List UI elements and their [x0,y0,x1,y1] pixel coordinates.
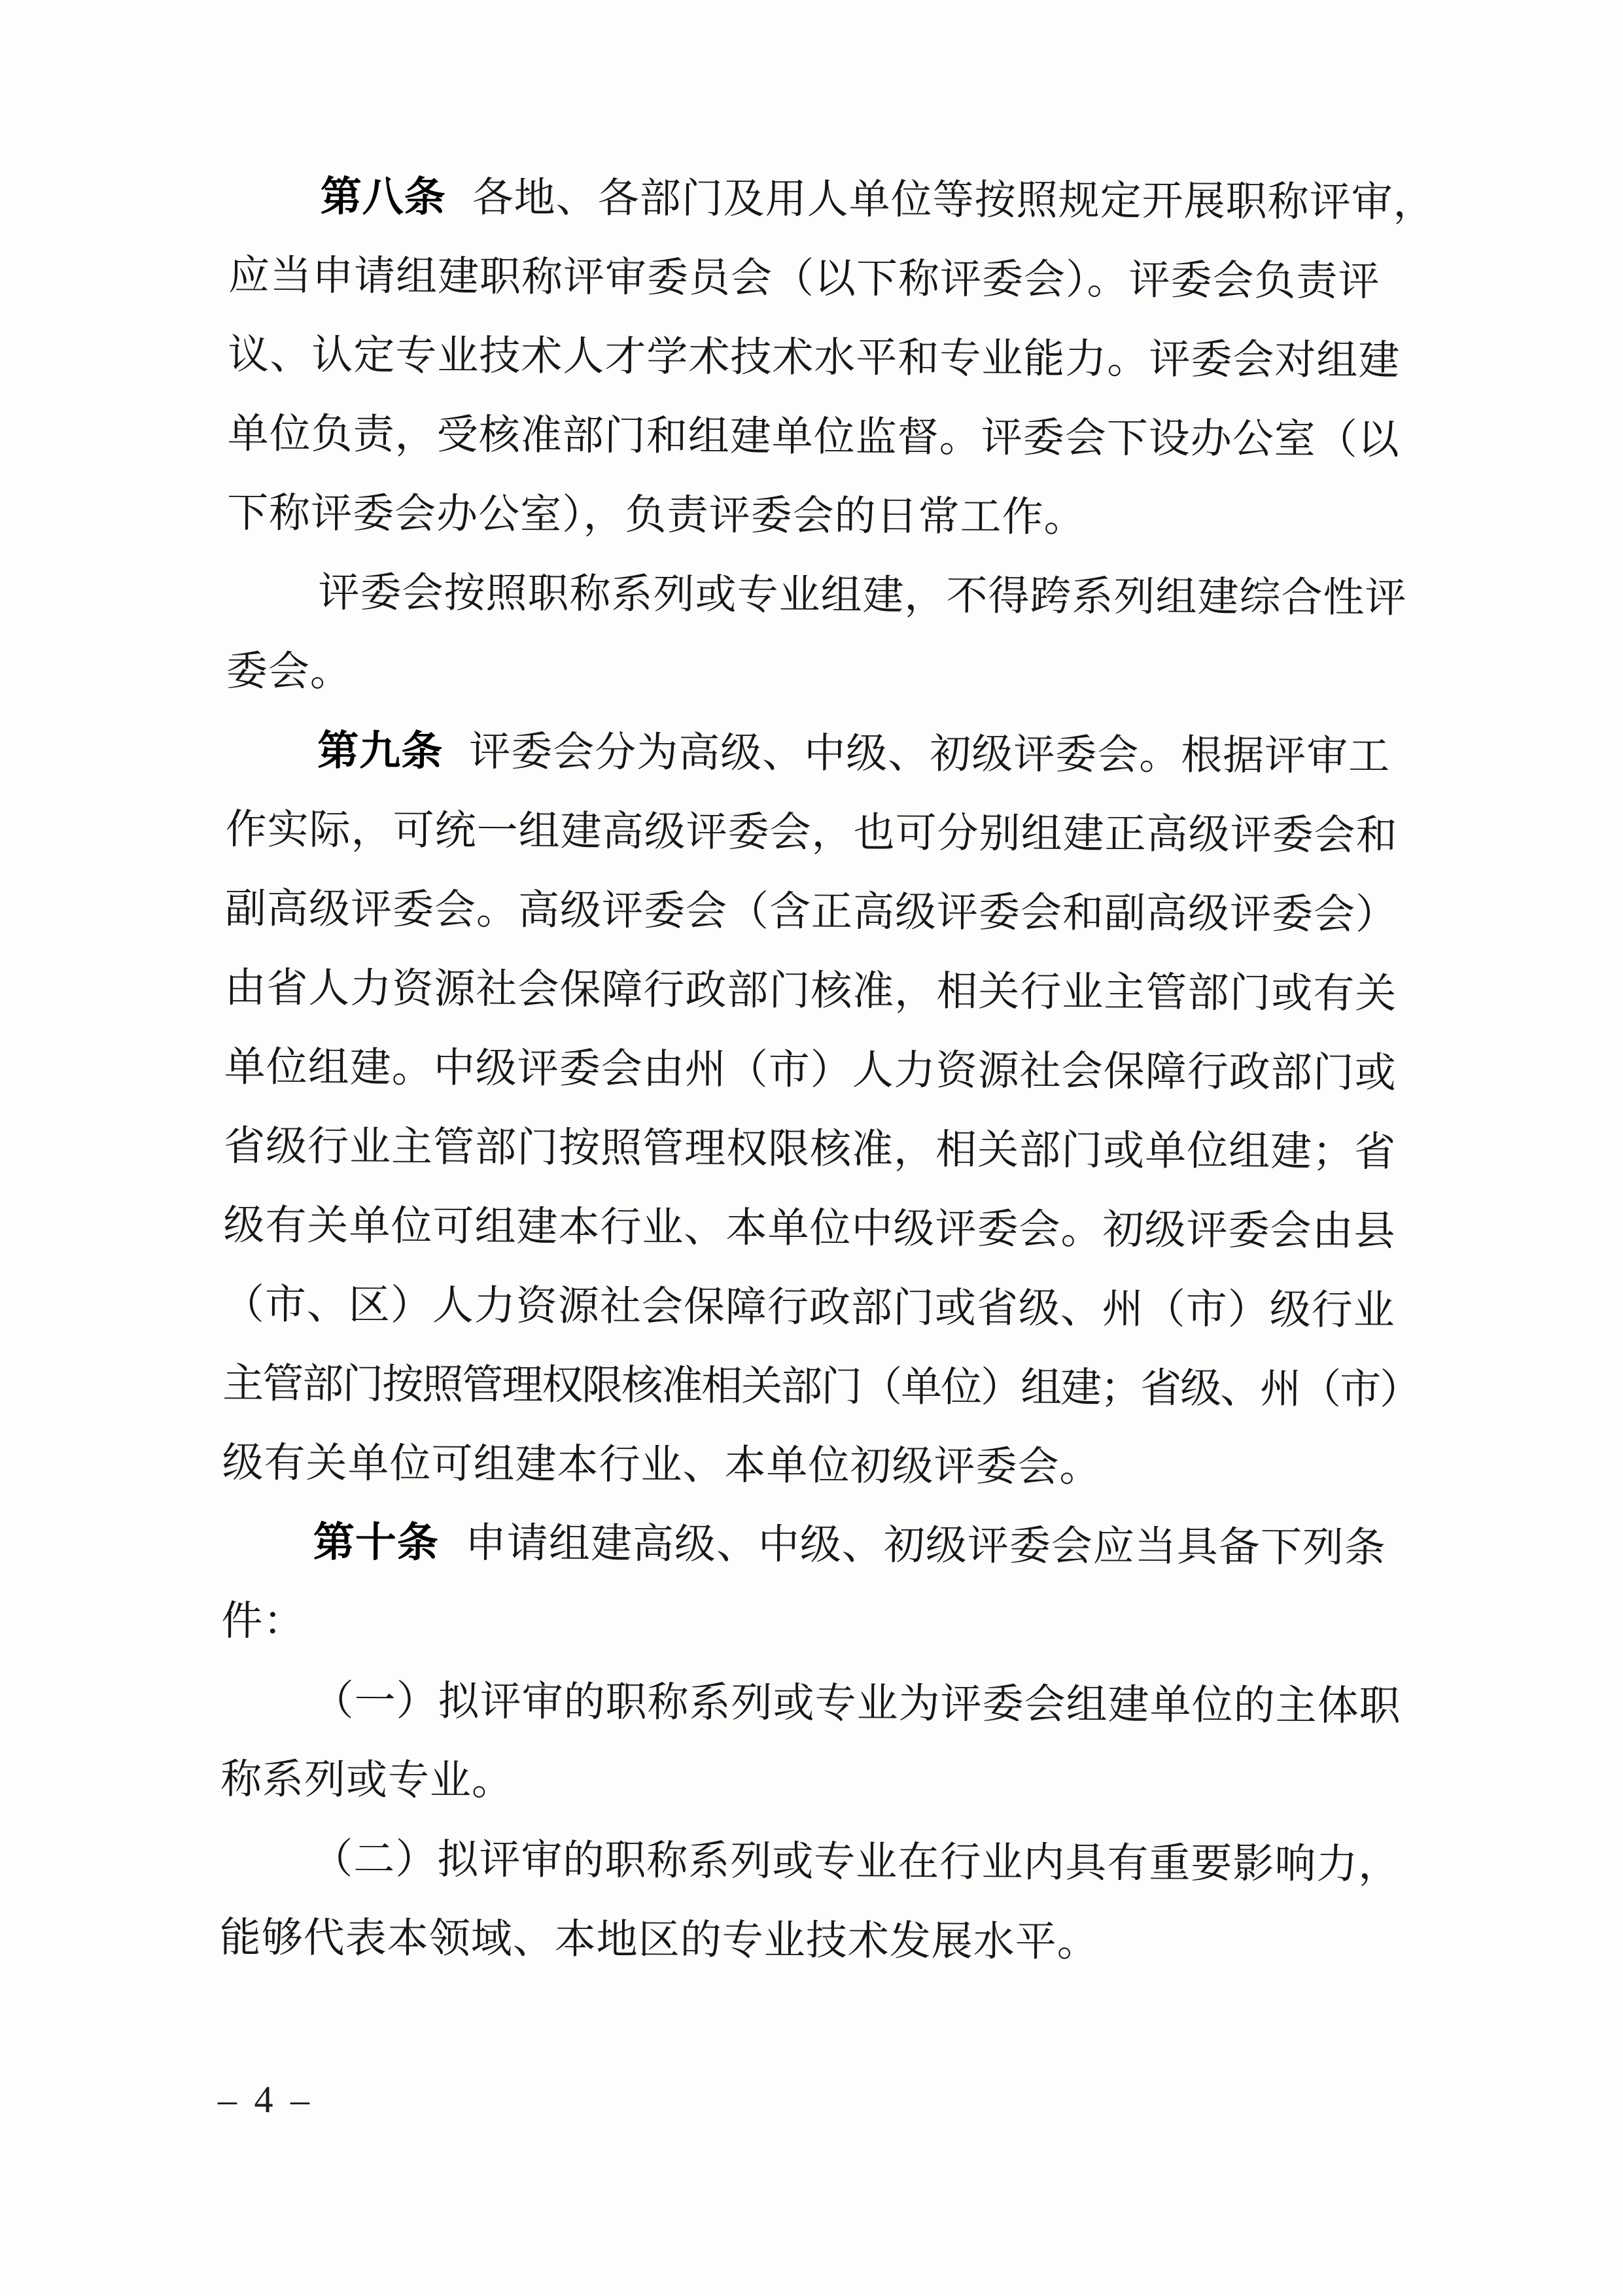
line-text: （二）拟评审的职称系列或专业在行业内具有重要影响力， [311,1835,1401,1888]
text-line [223,1186,1454,1272]
text-line [228,157,1459,243]
line-text: 单位组建。中级评委会由州（市）人力资源社会保障行政部门或 [224,1043,1397,1096]
line-text: 委会。 [226,648,353,695]
line-text: 能够代表本领域、本地区的专业技术发展水平。 [219,1914,1099,1965]
article-number-heading: 第十条 [313,1519,440,1566]
text-line [221,1582,1452,1667]
line-text: 申请组建高级、中级、初级评委会应当具备下列条 [464,1520,1387,1571]
text-line [222,1423,1452,1509]
line-text: 各地、各部门及用人单位等按照规定开展职称评审， [472,174,1435,226]
line-text: 级有关单位可组建本行业、本单位中级评委会。初级评委会由县 [223,1202,1396,1255]
text-line [225,869,1456,955]
text-line [222,1503,1452,1588]
line-text: 评委会分为高级、中级、初级评委会。根据评审工 [469,728,1391,780]
page-number: – 4 – [218,2078,313,2121]
text-line [227,394,1457,480]
text-line [226,632,1457,718]
text-line [222,1265,1453,1351]
line-text: 应当申请组建职称评审委员会（以下称评委会）。评委会负责评 [228,252,1380,305]
article-number-heading: 第八条 [320,173,446,220]
line-text: 下称评委会办公室），负责评委会的日常工作。 [226,489,1086,540]
line-text: 副高级评委会。高级评委会（含正高级评委会和副高级评委会） [224,885,1398,938]
text-line [225,790,1456,876]
line-text: 议、认定专业技术人才学术技术水平和专业能力。评委会对组建 [228,331,1401,384]
text-line [224,1028,1454,1113]
text-line [227,474,1457,559]
text-line [219,1898,1450,1984]
text-line [228,315,1458,401]
document-body [219,157,1459,1984]
line-text: 主管部门按照管理权限核准相关部门（单位）组建；省级、州（市） [222,1360,1420,1413]
text-line [220,1740,1451,1826]
line-text: 单位负责，受核准部门和组建单位监督。评委会下设办公室（以 [227,410,1400,463]
line-text: 称系列或专业。 [220,1756,514,1804]
text-line [226,553,1457,638]
article-number-heading: 第九条 [317,727,444,774]
line-text: 级有关单位可组建本行业、本单位初级评委会。 [222,1439,1102,1491]
line-text: 件： [221,1597,305,1644]
text-line [220,1819,1450,1905]
text-line [226,711,1456,797]
line-text: 由省人力资源社会保障行政部门核准，相关行业主管部门或有关 [224,964,1397,1017]
text-line [224,1107,1454,1192]
line-text: 评委会按照职称系列或专业组建，不得跨系列组建综合性评 [318,569,1407,621]
line-text: 省级行业主管部门按照管理权限核准，相关部门或单位组建；省 [223,1122,1397,1175]
text-line [224,948,1455,1034]
text-line [222,1344,1453,1430]
line-text: （一）拟评审的职称系列或专业为评委会组建单位的主体职 [312,1677,1401,1730]
line-text: 作实际，可统一组建高级评委会，也可分别组建正高级评委会和 [225,806,1398,859]
text-line [228,236,1459,322]
line-text: （市、区）人力资源社会保障行政部门或省级、州（市）级行业 [222,1281,1395,1334]
text-line [220,1661,1451,1747]
